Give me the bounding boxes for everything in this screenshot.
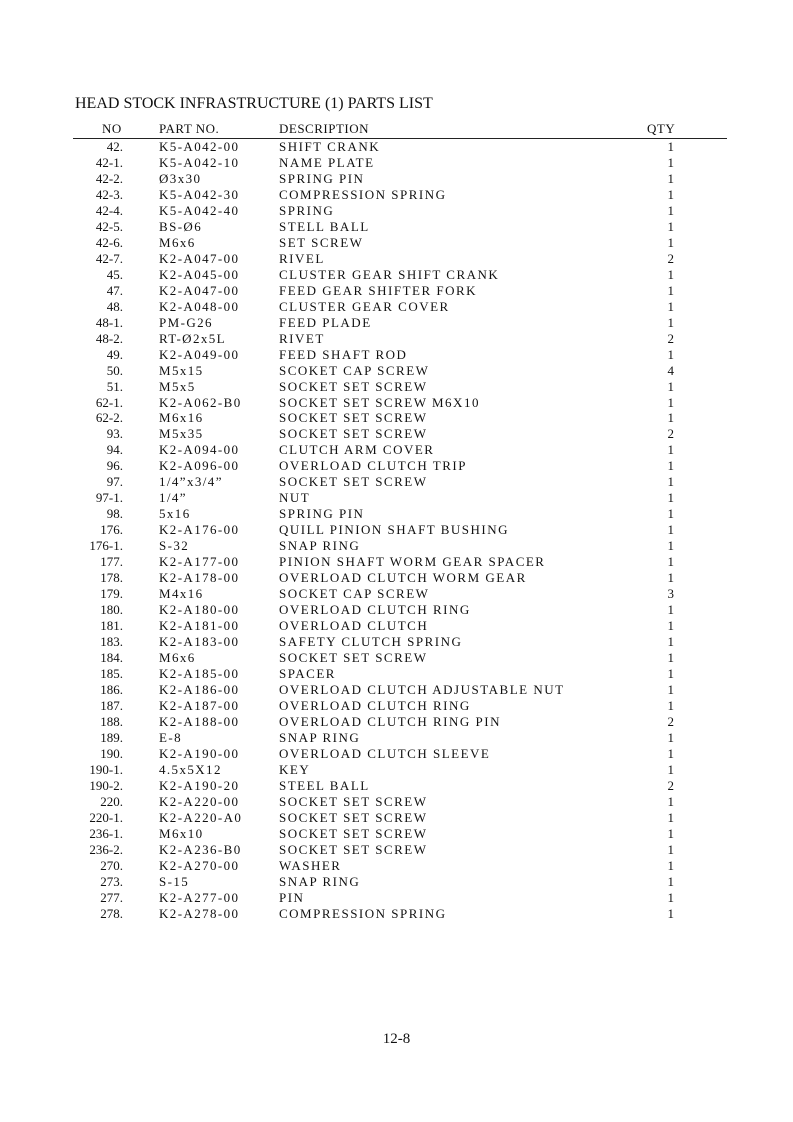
part-number: K5-A042-30 [159, 186, 240, 202]
row-number: 277. [100, 889, 123, 905]
quantity: 2 [667, 777, 674, 793]
table-row [0, 762, 793, 778]
row-number: 49. [106, 346, 123, 362]
column-header-part-no: PART NO. [159, 121, 220, 136]
quantity: 1 [667, 618, 674, 634]
description: CLUSTER GEAR COVER [279, 298, 450, 314]
quantity: 1 [667, 665, 674, 681]
quantity: 1 [667, 474, 674, 490]
part-number: K2-A188-00 [159, 713, 240, 729]
table-row [0, 522, 793, 538]
row-number: 179. [100, 586, 123, 602]
description: STELL BALL [279, 218, 370, 234]
table-row [0, 746, 793, 762]
row-number: 181. [100, 618, 123, 634]
quantity: 1 [667, 809, 674, 825]
table-row [0, 267, 793, 283]
part-number: K2-A183-00 [159, 634, 240, 650]
quantity: 1 [667, 841, 674, 857]
table-row [0, 347, 793, 363]
part-number: K2-A220-00 [159, 793, 240, 809]
description: SNAP RING [279, 729, 361, 745]
part-number: K2-A190-20 [159, 777, 240, 793]
row-number: 42-7. [95, 250, 123, 266]
table-row [0, 666, 793, 682]
row-number: 42-5. [95, 218, 123, 234]
part-number: K2-A094-00 [159, 442, 240, 458]
quantity: 1 [667, 282, 674, 298]
description: SPRING [279, 202, 335, 218]
table-row [0, 155, 793, 171]
part-number: M4x16 [159, 586, 204, 602]
column-header-no: NO [102, 121, 122, 136]
quantity: 2 [667, 250, 674, 266]
part-number: M5x15 [159, 362, 204, 378]
table-row [0, 395, 793, 411]
table-row [0, 586, 793, 602]
part-number: K2-A181-00 [159, 618, 240, 634]
quantity: 1 [667, 346, 674, 362]
part-number: PM-G26 [159, 314, 213, 330]
row-number: 50. [106, 362, 123, 378]
quantity: 4 [667, 362, 674, 378]
part-number: S-15 [159, 873, 190, 889]
row-number: 42-6. [95, 234, 123, 250]
table-row [0, 474, 793, 490]
table-row [0, 235, 793, 251]
table-row [0, 379, 793, 395]
table-row [0, 826, 793, 842]
row-number: 45. [106, 266, 123, 282]
table-row [0, 810, 793, 826]
description: COMPRESSION SPRING [279, 186, 447, 202]
quantity: 1 [667, 506, 674, 522]
table-row [0, 363, 793, 379]
row-number: 48. [106, 298, 123, 314]
row-number: 185. [100, 665, 123, 681]
description: SOCKET SET SCREW [279, 378, 428, 394]
row-number: 42-1. [95, 154, 123, 170]
part-number: K2-A049-00 [159, 346, 240, 362]
row-number: 96. [106, 458, 123, 474]
table-row [0, 283, 793, 299]
quantity: 1 [667, 139, 674, 154]
row-number: 180. [100, 602, 123, 618]
row-number: 48-1. [95, 314, 123, 330]
part-number: M6x6 [159, 650, 196, 665]
quantity: 1 [667, 266, 674, 282]
quantity: 1 [667, 761, 674, 777]
part-number: K2-A187-00 [159, 697, 240, 713]
quantity: 1 [667, 314, 674, 330]
table-row [0, 410, 793, 426]
table-row [0, 426, 793, 442]
quantity: 1 [667, 170, 674, 186]
row-number: 97-1. [95, 490, 123, 506]
quantity: 1 [667, 873, 674, 889]
table-row [0, 139, 793, 155]
part-number: S-32 [159, 538, 190, 554]
description: SPRING PIN [279, 506, 365, 522]
table-row [0, 842, 793, 858]
description: OVERLOAD CLUTCH ADJUSTABLE NUT [279, 681, 565, 697]
page-title: HEAD STOCK INFRASTRUCTURE (1) PARTS LIST [75, 95, 433, 112]
table-row [0, 778, 793, 794]
description: SOCKET SET SCREW [279, 793, 428, 809]
description: FEED SHAFT ROD [279, 346, 408, 362]
description: SOCKET SET SCREW [279, 426, 428, 442]
table-row [0, 219, 793, 235]
quantity: 1 [667, 410, 674, 426]
table-row [0, 187, 793, 203]
quantity: 1 [667, 905, 674, 921]
column-header-description: DESCRIPTION [279, 121, 370, 136]
row-number: 184. [100, 650, 123, 665]
quantity: 1 [667, 857, 674, 873]
row-number: 220-1. [89, 809, 123, 825]
quantity: 1 [667, 793, 674, 809]
quantity: 1 [667, 650, 674, 665]
column-header-qty: QTY [647, 121, 676, 136]
quantity: 1 [667, 394, 674, 410]
row-number: 97. [106, 474, 123, 490]
row-number: 187. [100, 697, 123, 713]
quantity: 1 [667, 298, 674, 314]
part-number: 5x16 [159, 506, 191, 522]
quantity: 2 [667, 330, 674, 346]
description: OVERLOAD CLUTCH [279, 618, 429, 634]
description: WASHER [279, 857, 342, 873]
description: SOCKET SET SCREW [279, 809, 428, 825]
row-number: 42-3. [95, 186, 123, 202]
part-number: E-8 [159, 729, 182, 745]
quantity: 1 [667, 681, 674, 697]
quantity: 1 [667, 697, 674, 713]
row-number: 42. [106, 139, 123, 154]
part-number: 4.5x5X12 [159, 761, 222, 777]
quantity: 1 [667, 490, 674, 506]
description: CLUSTER GEAR SHIFT CRANK [279, 266, 500, 282]
table-row [0, 442, 793, 458]
table-row [0, 299, 793, 315]
row-number: 177. [100, 554, 123, 570]
quantity: 1 [667, 570, 674, 586]
table-row [0, 538, 793, 554]
quantity: 1 [667, 825, 674, 841]
description: SOCKET SET SCREW [279, 841, 428, 857]
part-number: K5-A042-00 [159, 139, 240, 154]
part-number: K2-A278-00 [159, 905, 240, 921]
quantity: 1 [667, 889, 674, 905]
description: SNAP RING [279, 873, 361, 889]
part-number: K5-A042-10 [159, 154, 240, 170]
part-number: K2-A177-00 [159, 554, 240, 570]
description: OVERLOAD CLUTCH SLEEVE [279, 745, 491, 761]
table-row [0, 730, 793, 746]
quantity: 1 [667, 538, 674, 554]
table-row [0, 315, 793, 331]
table-row [0, 618, 793, 634]
row-number: 190-1. [89, 761, 123, 777]
description: NUT [279, 490, 311, 506]
description: SOCKET SET SCREW [279, 474, 428, 490]
table-row [0, 874, 793, 890]
description: SPACER [279, 665, 336, 681]
row-number: 178. [100, 570, 123, 586]
row-number: 188. [100, 713, 123, 729]
description: CLUTCH ARM COVER [279, 442, 435, 458]
row-number: 278. [100, 905, 123, 921]
part-number: K2-A185-00 [159, 665, 240, 681]
table-row [0, 331, 793, 347]
description: OVERLOAD CLUTCH RING [279, 697, 471, 713]
row-number: 93. [106, 426, 123, 442]
description: SNAP RING [279, 538, 361, 554]
quantity: 1 [667, 154, 674, 170]
table-row [0, 490, 793, 506]
quantity: 1 [667, 218, 674, 234]
description: FEED GEAR SHIFTER FORK [279, 282, 478, 298]
quantity: 1 [667, 554, 674, 570]
table-row [0, 171, 793, 187]
table-row [0, 251, 793, 267]
row-number: 176. [100, 522, 123, 538]
description: RIVEL [279, 250, 325, 266]
part-number: 1/4”x3/4” [159, 474, 223, 490]
part-number: K2-A277-00 [159, 889, 240, 905]
description: SAFETY CLUTCH SPRING [279, 634, 463, 650]
part-number: 1/4” [159, 490, 187, 506]
description: PIN [279, 889, 305, 905]
part-number: K2-A190-00 [159, 745, 240, 761]
table-row [0, 554, 793, 570]
quantity: 1 [667, 202, 674, 218]
table-row [0, 890, 793, 906]
table-row [0, 698, 793, 714]
row-number: 190-2. [89, 777, 123, 793]
quantity: 3 [667, 586, 674, 602]
row-number: 176-1. [89, 538, 123, 554]
description: SOCKET SET SCREW M6X10 [279, 394, 480, 410]
table-row [0, 794, 793, 810]
page-number: 12-8 [382, 1031, 411, 1047]
description: SET SCREW [279, 234, 364, 250]
description: NAME PLATE [279, 154, 375, 170]
row-number: 51. [106, 378, 123, 394]
row-number: 220. [100, 793, 123, 809]
part-number: K2-A220-A0 [159, 809, 243, 825]
table-row [0, 858, 793, 874]
quantity: 1 [667, 522, 674, 538]
part-number: K2-A047-00 [159, 250, 240, 266]
row-number: 183. [100, 634, 123, 650]
row-number: 190. [100, 745, 123, 761]
quantity: 1 [667, 634, 674, 650]
description: SOCKET CAP SCREW [279, 586, 430, 602]
part-number: M5x35 [159, 426, 204, 442]
part-number: RT-Ø2x5L [159, 330, 226, 346]
quantity: 1 [667, 186, 674, 202]
part-number: K2-A180-00 [159, 602, 240, 618]
row-number: 62-1. [95, 394, 123, 410]
quantity: 1 [667, 602, 674, 618]
part-number: K2-A236-B0 [159, 841, 242, 857]
parts-table-body [0, 139, 793, 921]
part-number: M6x10 [159, 825, 204, 841]
part-number: M5x5 [159, 378, 196, 394]
description: SOCKET SET SCREW [279, 650, 428, 665]
table-row [0, 714, 793, 730]
description: SOCKET SET SCREW [279, 825, 428, 841]
description: OVERLOAD CLUTCH WORM GEAR [279, 570, 527, 586]
part-number: M6x16 [159, 410, 204, 426]
part-number: K2-A178-00 [159, 570, 240, 586]
row-number: 94. [106, 442, 123, 458]
row-number: 236-1. [89, 825, 123, 841]
description: STEEL BALL [279, 777, 370, 793]
part-number: K2-A270-00 [159, 857, 240, 873]
description: COMPRESSION SPRING [279, 905, 447, 921]
quantity: 1 [667, 745, 674, 761]
table-row [0, 203, 793, 219]
row-number: 186. [100, 681, 123, 697]
description: QUILL PINION SHAFT BUSHING [279, 522, 510, 538]
description: SPRING PIN [279, 170, 365, 186]
description: PINION SHAFT WORM GEAR SPACER [279, 554, 546, 570]
quantity: 2 [667, 426, 674, 442]
part-number: K2-A045-00 [159, 266, 240, 282]
row-number: 48-2. [95, 330, 123, 346]
table-row [0, 570, 793, 586]
part-number: Ø3x30 [159, 170, 202, 186]
description: SHIFT CRANK [279, 139, 381, 154]
table-row [0, 506, 793, 522]
table-row [0, 458, 793, 474]
part-number: K2-A048-00 [159, 298, 240, 314]
table-row [0, 650, 793, 666]
row-number: 62-2. [95, 410, 123, 426]
quantity: 1 [667, 234, 674, 250]
table-row [0, 634, 793, 650]
part-number: K2-A186-00 [159, 681, 240, 697]
row-number: 42-2. [95, 170, 123, 186]
part-number: K2-A176-00 [159, 522, 240, 538]
description: FEED PLADE [279, 314, 372, 330]
part-number: BS-Ø6 [159, 218, 203, 234]
part-number: K2-A096-00 [159, 458, 240, 474]
quantity: 1 [667, 442, 674, 458]
row-number: 189. [100, 729, 123, 745]
row-number: 236-2. [89, 841, 123, 857]
part-number: K2-A062-B0 [159, 394, 242, 410]
row-number: 98. [106, 506, 123, 522]
quantity: 2 [667, 713, 674, 729]
quantity: 1 [667, 458, 674, 474]
table-row [0, 906, 793, 922]
table-row [0, 602, 793, 618]
description: OVERLOAD CLUTCH RING [279, 602, 471, 618]
description: KEY [279, 761, 311, 777]
description: RIVET [279, 330, 325, 346]
row-number: 47. [106, 282, 123, 298]
part-number: K2-A047-00 [159, 282, 240, 298]
table-header [0, 121, 793, 137]
description: OVERLOAD CLUTCH RING PIN [279, 713, 501, 729]
quantity: 1 [667, 378, 674, 394]
row-number: 273. [100, 873, 123, 889]
description: SCOKET CAP SCREW [279, 362, 430, 378]
quantity: 1 [667, 729, 674, 745]
description: OVERLOAD CLUTCH TRIP [279, 458, 467, 474]
table-row [0, 682, 793, 698]
part-number: K5-A042-40 [159, 202, 240, 218]
description: SOCKET SET SCREW [279, 410, 428, 426]
row-number: 42-4. [95, 202, 123, 218]
part-number: M6x6 [159, 234, 196, 250]
row-number: 270. [100, 857, 123, 873]
